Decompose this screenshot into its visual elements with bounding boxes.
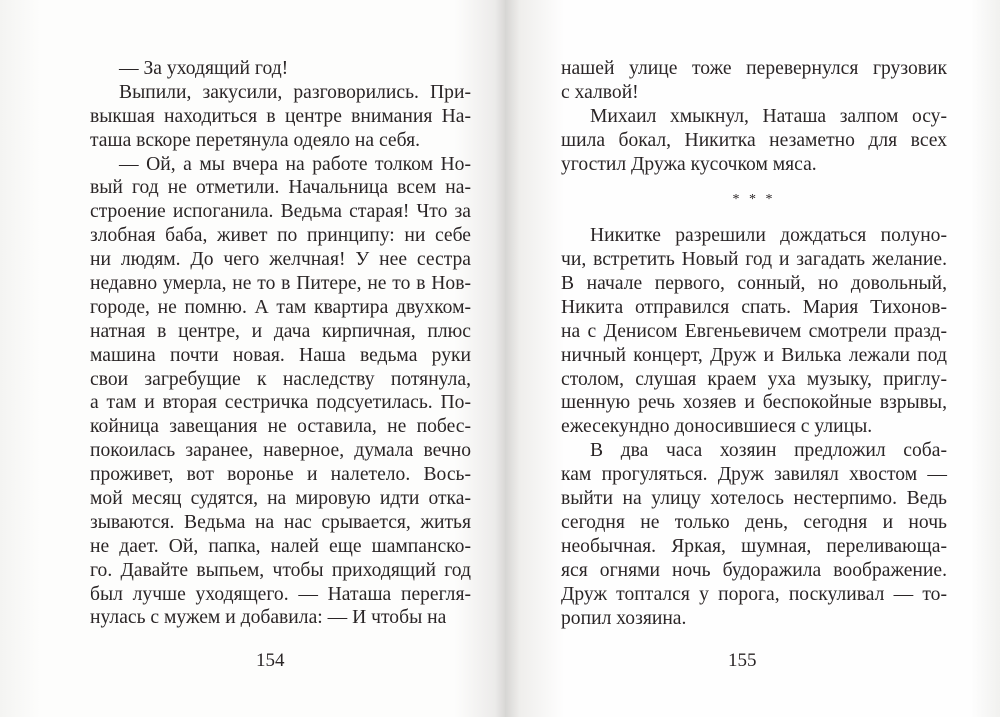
text-line: свои загребущие к наследству потянула, xyxy=(90,368,471,390)
text-line: В два часа хозяин предложил соба- xyxy=(590,440,947,462)
text-line: машина почти новая. Наша ведьма руки xyxy=(90,344,471,366)
text-line: с халвой! xyxy=(561,81,639,103)
text-line: Михаил хмыкнул, Наташа залпом осу- xyxy=(590,105,947,127)
text-line: ни людям. До чего желчная! У нее сестра xyxy=(90,249,471,271)
text-line: злобная баба, живет по принципу: ни себе xyxy=(90,225,471,247)
text-line: строение испоганила. Ведьма старая! Что за xyxy=(90,201,471,223)
text-line: зываются. Ведьма на нас срывается, житья xyxy=(90,511,471,533)
text-line: ропил хозяина. xyxy=(561,607,687,629)
text-line: Никита отправился спать. Мария Тихонов- xyxy=(561,296,947,318)
text-line: ничный концерт, Друж и Вилька лежали под xyxy=(561,344,947,366)
text-line: койница завещания не оставила, не побес- xyxy=(90,416,471,438)
page-number: 154 xyxy=(256,650,285,671)
section-separator: * * * xyxy=(732,192,776,208)
text-line: мой месяц судятся, на мировую идти отка- xyxy=(90,488,471,510)
text-line: сегодня не только день, сегодня и ночь xyxy=(561,511,947,533)
text-line: проживет, вот воронье и налетело. Вось- xyxy=(90,464,471,486)
text-line: выкшая находиться в центре внимания На- xyxy=(90,105,471,127)
text-line: выйти на улицу хотелось нестерпимо. Ведь xyxy=(561,488,947,510)
text-line: шенную речь хозяев и беспокойные взрывы, xyxy=(561,392,947,414)
text-line: нулась с мужем и добавила: — И чтобы на xyxy=(90,607,447,629)
text-line: необычная. Яркая, шумная, переливающа- xyxy=(561,535,947,557)
text-line: яся огнями ночь будоражила воображение. xyxy=(561,559,947,581)
right-page xyxy=(505,0,1000,717)
text-line: на с Денисом Евгеньевичем смотрели празд- xyxy=(561,320,947,342)
text-line: — За уходящий год! xyxy=(119,58,289,79)
text-line: таша вскоре перетянула одеяло на себя. xyxy=(90,129,421,151)
text-line: — Ой, а мы вчера на работе толком Но- xyxy=(119,153,471,175)
text-line: чи, встретить Новый год и загадать желание. xyxy=(561,249,947,271)
text-line: вый год не отметили. Начальница всем на- xyxy=(90,177,471,199)
text-line: был лучше уходящего. — Наташа перегля- xyxy=(90,583,471,605)
text-line: Никитке разрешили дождаться полуно- xyxy=(590,225,947,247)
page-number: 155 xyxy=(728,650,757,671)
page-text xyxy=(90,57,471,630)
text-line: Друж топтался у порога, поскуливал — то- xyxy=(561,583,947,605)
text-line: го. Давайте выпьем, чтобы приходящий год xyxy=(90,559,471,581)
text-line: В начале первого, сонный, но довольный, xyxy=(561,273,947,295)
text-line: угостил Дружа кусочком мяса. xyxy=(561,153,817,175)
text-line: Выпили, закусили, разговорились. При- xyxy=(119,81,471,103)
text-line: ежесекундно доносившиеся с улицы. xyxy=(561,416,873,438)
page-text xyxy=(561,57,947,630)
text-line: натная в центре, и дача кирпичная, плюс xyxy=(90,320,471,342)
text-line: покоилась заранее, наверное, думала вечно xyxy=(90,440,471,462)
text-line: шила бокал, Никитка незаметно для всех xyxy=(561,129,947,151)
text-line: нашей улице тоже перевернулся грузовик xyxy=(561,58,947,79)
text-line: городе, не помню. А там квартира двухком- xyxy=(90,296,471,318)
text-line: не дает. Ой, папка, налей еще шампанско- xyxy=(90,535,471,557)
text-line: а там и вторая сестричка подсуетилась. По- xyxy=(90,392,471,414)
text-line: кам прогуляться. Друж завилял хвостом — xyxy=(561,464,947,486)
text-line: столом, слушая краем уха музыку, приглу- xyxy=(561,368,947,390)
text-line: недавно умерла, не то в Питере, не то в Нов- xyxy=(90,273,471,295)
